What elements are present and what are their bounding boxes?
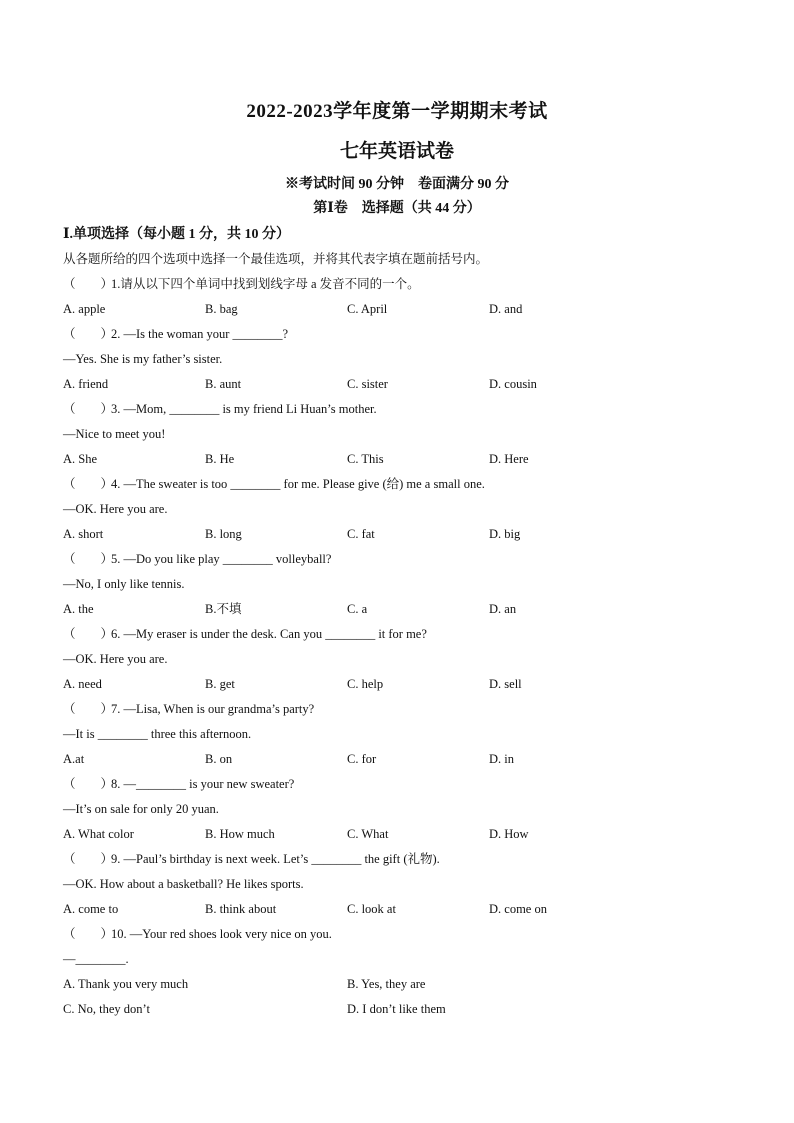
- question-reply: —OK. Here you are.: [63, 652, 168, 666]
- question-stem: [63, 772, 743, 797]
- question-reply: —OK. How about a basketball? He likes sports.: [63, 877, 304, 891]
- options-row: [63, 822, 743, 847]
- exam-info: ※考试时间 90 分钟 卷面满分 90 分: [285, 177, 509, 192]
- answer-bracket[interactable]: （ ）: [63, 552, 114, 566]
- answer-bracket[interactable]: （ ）: [63, 702, 114, 716]
- answer-option[interactable]: A. short: [63, 527, 104, 541]
- options-row: [63, 522, 743, 547]
- answer-bracket[interactable]: （ ）: [63, 327, 114, 341]
- answer-option[interactable]: A. friend: [63, 377, 109, 391]
- answer-option[interactable]: C. a: [347, 602, 368, 616]
- answer-option[interactable]: B. aunt: [205, 377, 242, 391]
- answer-bracket[interactable]: （ ）: [63, 402, 114, 416]
- exam-subtitle: 七年英语试卷: [339, 141, 454, 162]
- question-list: [63, 272, 743, 1022]
- answer-option[interactable]: B. How much: [205, 827, 275, 841]
- question-text: 2. —Is the woman your ________?: [111, 327, 289, 341]
- question-text: 4. —The sweater is too ________ for me. Please give (给) me a small one.: [111, 477, 485, 491]
- answer-option[interactable]: A. come to: [63, 902, 119, 916]
- answer-option[interactable]: C. April: [347, 302, 388, 316]
- question-text: 10. —Your red shoes look very nice on you.: [111, 927, 332, 941]
- answer-option[interactable]: D. big: [489, 527, 521, 541]
- question-text: 1.请从以下四个单词中找到划线字母 a 发音不同的一个。: [111, 277, 420, 291]
- answer-option[interactable]: A. What color: [63, 827, 134, 841]
- answer-option[interactable]: D. sell: [489, 677, 522, 691]
- question-text: 5. —Do you like play ________ volleyball?: [111, 552, 332, 566]
- answer-option[interactable]: C. No, they don’t: [63, 1002, 150, 1016]
- answer-option[interactable]: D. an: [489, 602, 517, 616]
- question-reply: —OK. Here you are.: [63, 502, 168, 516]
- answer-bracket[interactable]: （ ）: [63, 777, 114, 791]
- options-row: [63, 447, 743, 472]
- part-heading: 第Ⅰ卷 选择题（共 44 分）: [313, 201, 481, 216]
- question-text: 9. —Paul’s birthday is next week. Let’s ________ the gift (礼物).: [111, 852, 440, 866]
- question-stem: [63, 472, 743, 497]
- question-stem: [63, 622, 743, 647]
- question-stem: [63, 272, 743, 297]
- answer-option[interactable]: B. think about: [205, 902, 277, 916]
- options-row: [63, 672, 743, 697]
- options-row: [63, 972, 743, 997]
- question-text: 8. —________ is your new sweater?: [111, 777, 295, 791]
- answer-bracket[interactable]: （ ）: [63, 277, 114, 291]
- answer-option[interactable]: B. on: [205, 752, 233, 766]
- answer-option[interactable]: B.不填: [205, 602, 242, 616]
- answer-option[interactable]: A. the: [63, 602, 94, 616]
- options-row: [63, 597, 743, 622]
- section-heading: Ⅰ.单项选择（每小题 1 分，共 10 分）: [63, 227, 291, 242]
- question-reply: —________.: [63, 952, 129, 966]
- question-stem: [63, 322, 743, 347]
- question-text: 6. —My eraser is under the desk. Can you ________ it for me?: [111, 627, 427, 641]
- question-reply: —It’s on sale for only 20 yuan.: [63, 802, 219, 816]
- options-row: [63, 997, 743, 1022]
- question-text: 3. —Mom, ________ is my friend Li Huan’s mother.: [111, 402, 377, 416]
- answer-option[interactable]: D. and: [489, 302, 523, 316]
- answer-bracket[interactable]: （ ）: [63, 852, 114, 866]
- answer-option[interactable]: B. bag: [205, 302, 238, 316]
- answer-option[interactable]: A. Thank you very much: [63, 977, 189, 991]
- answer-bracket[interactable]: （ ）: [63, 927, 114, 941]
- answer-option[interactable]: C. fat: [347, 527, 375, 541]
- question-stem: [63, 397, 743, 422]
- answer-option[interactable]: D. in: [489, 752, 514, 766]
- question-reply: —No, I only like tennis.: [63, 577, 185, 591]
- answer-bracket[interactable]: （ ）: [63, 627, 114, 641]
- question-reply: —Yes. She is my father’s sister.: [63, 352, 223, 366]
- question-stem: [63, 922, 743, 947]
- answer-option[interactable]: C. sister: [347, 377, 388, 391]
- question-stem: [63, 547, 743, 572]
- answer-option[interactable]: B. long: [205, 527, 242, 541]
- question-reply: —It is ________ three this afternoon.: [63, 727, 252, 741]
- question-stem: [63, 847, 743, 872]
- answer-option[interactable]: A. need: [63, 677, 102, 691]
- answer-option[interactable]: D. Here: [489, 452, 529, 466]
- answer-option[interactable]: D. cousin: [489, 377, 537, 391]
- answer-option[interactable]: C. This: [347, 452, 384, 466]
- answer-option[interactable]: B. Yes, they are: [347, 977, 426, 991]
- answer-option[interactable]: A. She: [63, 452, 98, 466]
- answer-option[interactable]: C. help: [347, 677, 384, 691]
- section-instruction: 从各题所给的四个选项中选择一个最佳选项，并将其代表字填在题前括号内。: [63, 252, 489, 266]
- answer-option[interactable]: C. What: [347, 827, 389, 841]
- answer-option[interactable]: C. for: [347, 752, 377, 766]
- answer-option[interactable]: A.at: [63, 752, 85, 766]
- options-row: [63, 372, 743, 397]
- answer-option[interactable]: D. How: [489, 827, 529, 841]
- exam-title: 2022-2023学年度第一学期期末考试: [246, 101, 548, 122]
- answer-bracket[interactable]: （ ）: [63, 477, 114, 491]
- question-text: 7. —Lisa, When is our grandma’s party?: [111, 702, 315, 716]
- question-reply: —Nice to meet you!: [63, 427, 166, 441]
- options-row: [63, 297, 743, 322]
- answer-option[interactable]: D. come on: [489, 902, 547, 916]
- answer-option[interactable]: C. look at: [347, 902, 396, 916]
- answer-option[interactable]: B. He: [205, 452, 235, 466]
- exam-content: [63, 223, 743, 1022]
- question-stem: [63, 697, 743, 722]
- answer-option[interactable]: D. I don’t like them: [347, 1002, 446, 1016]
- options-row: [63, 897, 743, 922]
- answer-option[interactable]: B. get: [205, 677, 235, 691]
- answer-option[interactable]: A. apple: [63, 302, 106, 316]
- options-row: [63, 747, 743, 772]
